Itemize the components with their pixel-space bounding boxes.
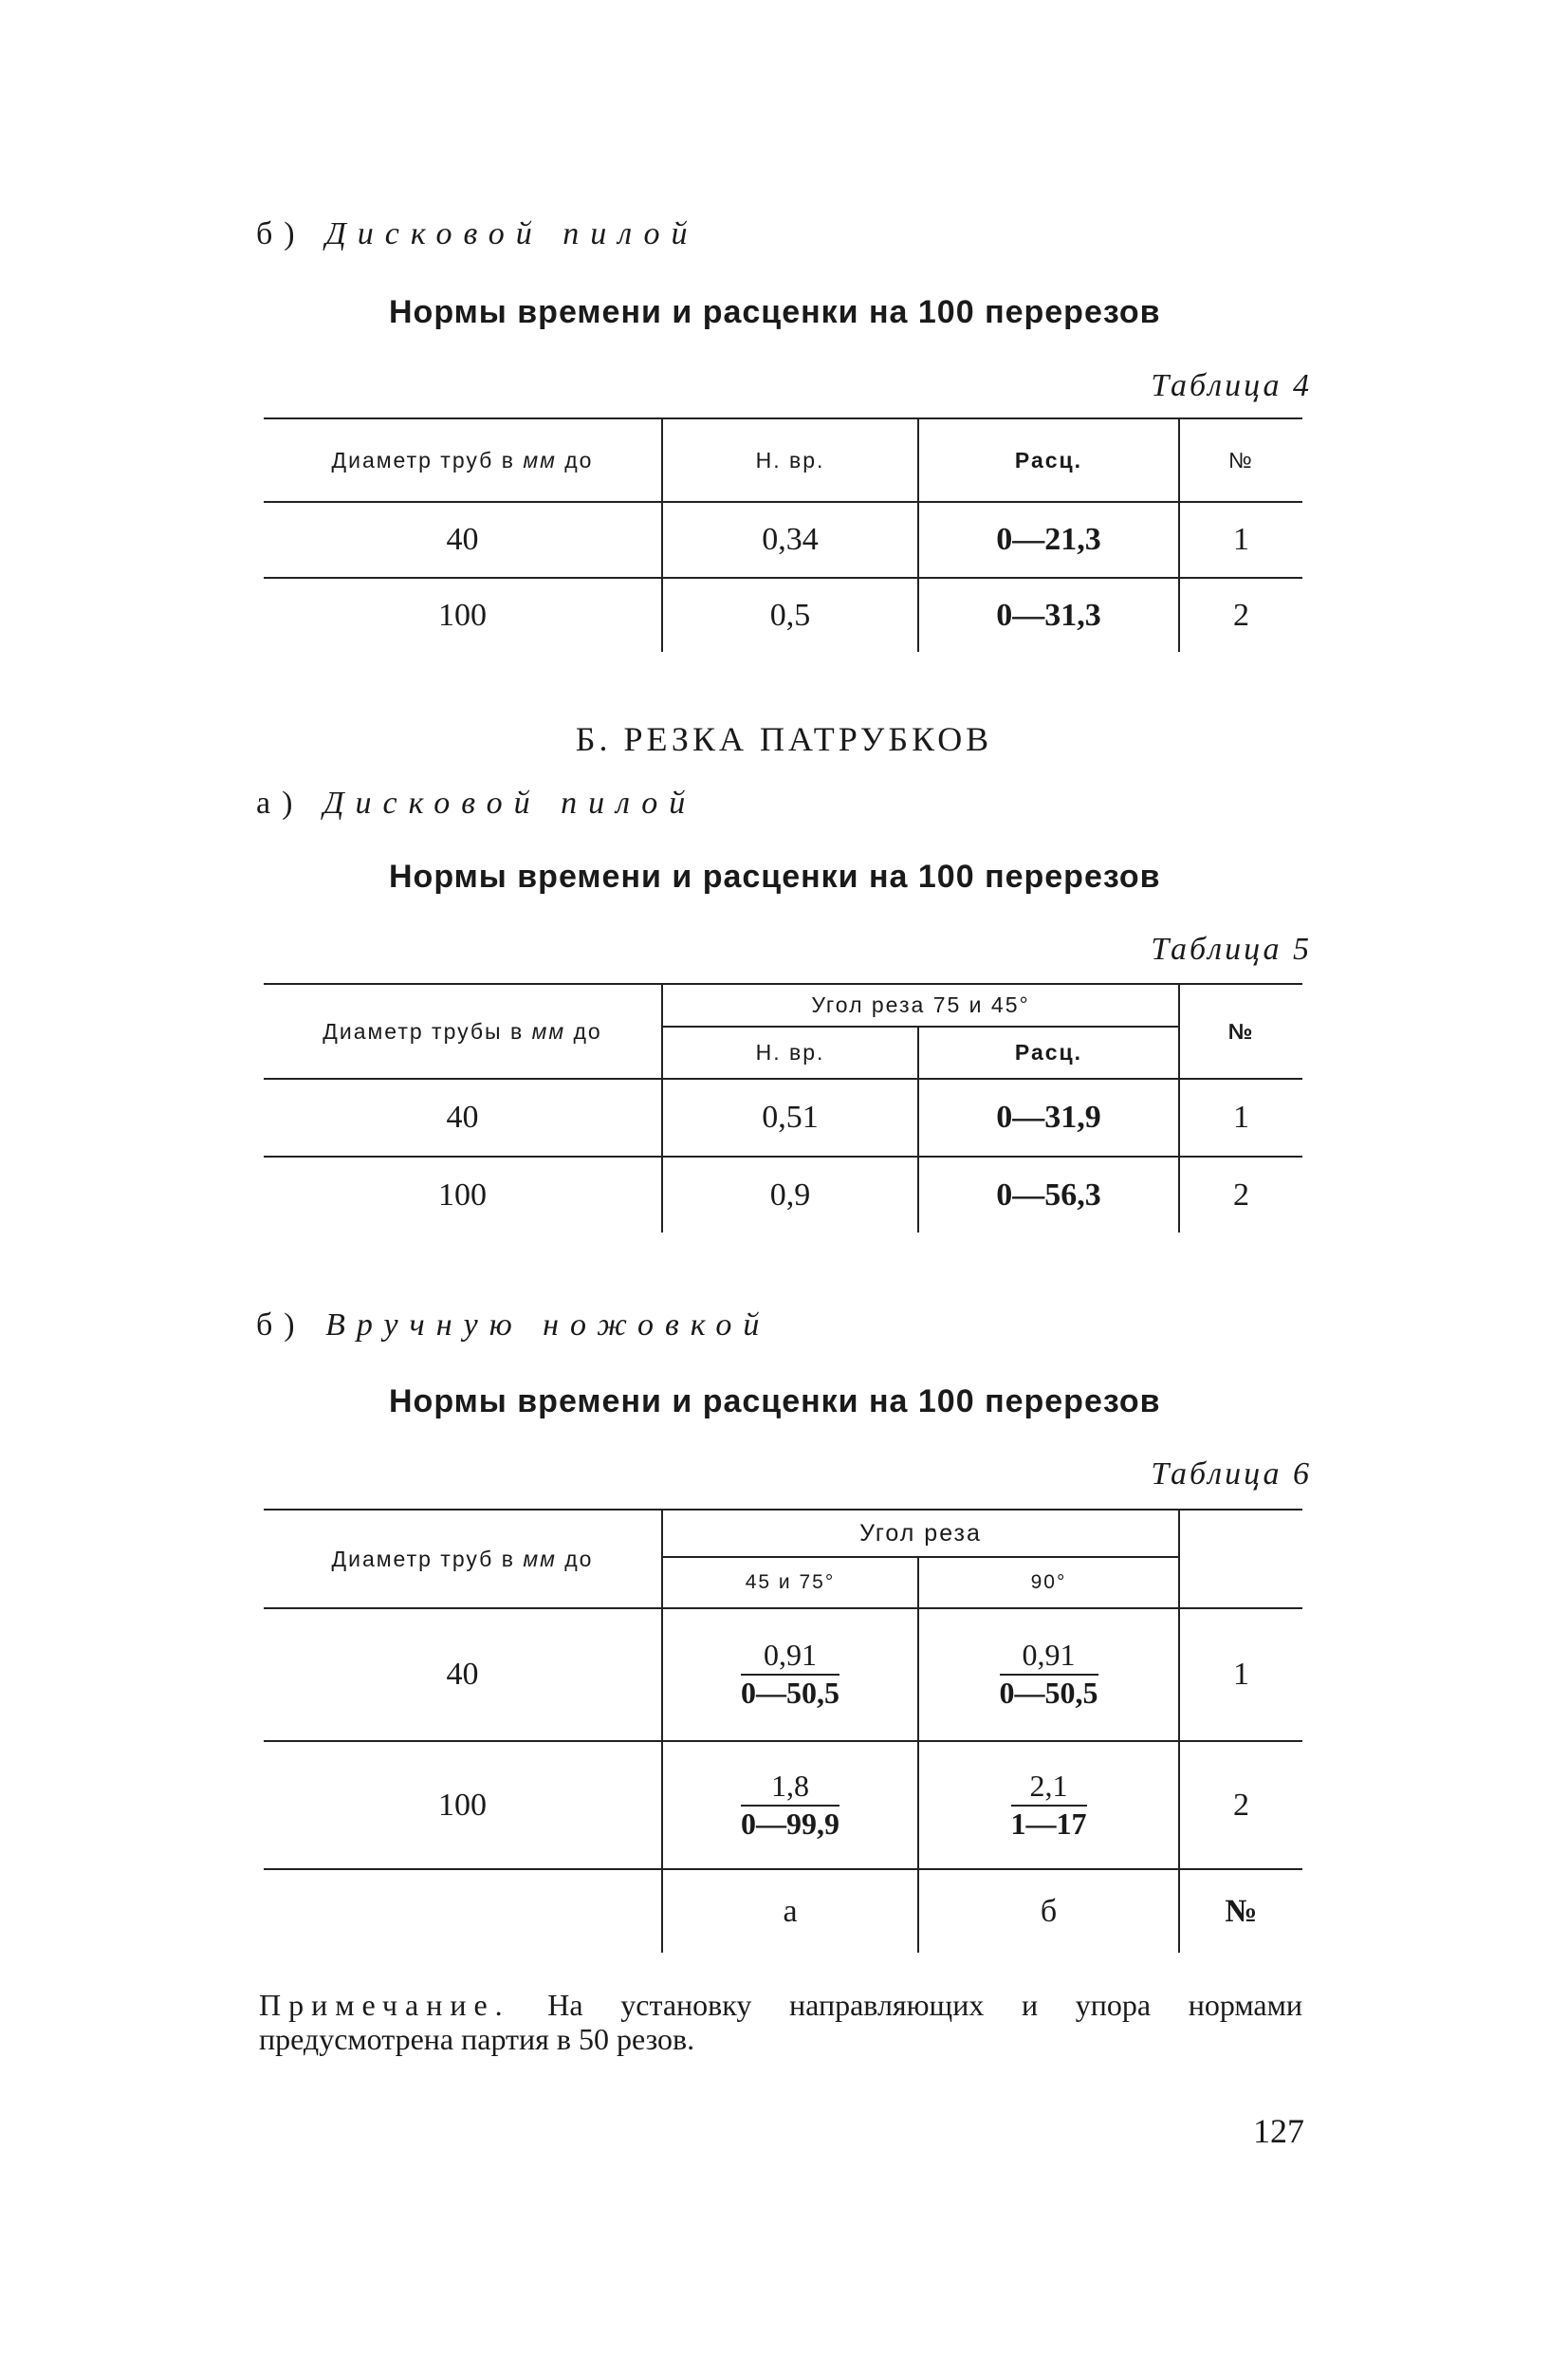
cell-diameter: 40 — [264, 1079, 662, 1157]
cell-time-norm: 0,5 — [662, 578, 918, 652]
cell-number: 2 — [1179, 1741, 1302, 1869]
fraction-rate: 0—99,9 — [741, 1806, 839, 1841]
cell-diameter: 40 — [264, 502, 662, 578]
table-footer-row — [264, 1869, 1302, 1953]
fraction-time: 0,91 — [1000, 1640, 1098, 1676]
cell-diameter: 100 — [438, 597, 487, 633]
cell-rate: 0—31,3 — [918, 578, 1179, 652]
subheading-disc-saw-b — [256, 216, 699, 252]
subheading-marker: б) — [256, 1307, 306, 1343]
header-number: № — [1179, 418, 1302, 502]
header-diameter: Диаметр трубы в мм до — [264, 984, 662, 1079]
time-rate-fraction — [1000, 1640, 1098, 1709]
fraction-time: 2,1 — [1011, 1770, 1087, 1807]
footer-empty-cell — [264, 1869, 662, 1953]
cell-time-norm: 0,51 — [662, 1079, 918, 1157]
subheading-text: Дисковой пилой — [323, 786, 697, 821]
table-label: Таблица 5 — [1151, 932, 1312, 967]
table-row — [264, 1741, 1302, 1869]
cell-diameter: 100 — [264, 1741, 662, 1869]
table-row — [264, 1157, 1302, 1233]
time-rate-fraction — [741, 1770, 839, 1840]
table-label: Таблица 6 — [1151, 1456, 1312, 1492]
table-label: Таблица 4 — [1151, 368, 1312, 403]
page-number: 127 — [1253, 2112, 1304, 2150]
cell-rate: 0—31,9 — [918, 1079, 1179, 1157]
cell-angle-b — [918, 1741, 1179, 1869]
header-angle-group: Угол реза 75 и 45° — [662, 984, 1179, 1027]
subheading-text: Дисковой пилой — [325, 216, 699, 251]
cell-number: 1 — [1179, 1608, 1302, 1741]
table-header-row — [264, 418, 1302, 502]
table-header-row — [264, 1510, 1302, 1557]
table-header-row — [264, 984, 1302, 1027]
note-paragraph — [259, 1988, 1302, 2056]
fraction-time: 0,91 — [741, 1640, 839, 1676]
subheading-text: Вручную ножовкой — [325, 1307, 771, 1343]
footer-number: № — [1179, 1869, 1302, 1953]
footer-col-a: а — [662, 1869, 918, 1953]
header-angle-a: 45 и 75° — [662, 1557, 918, 1608]
header-diameter: Диаметр труб в мм до — [264, 418, 662, 502]
header-empty-cell — [1179, 1510, 1302, 1608]
cell-number: 1 — [1179, 502, 1302, 578]
cell-number: 1 — [1179, 1079, 1302, 1157]
norm-title: Нормы времени и расценки на 100 перерезов — [389, 1383, 1161, 1419]
note-label: Примечание. — [259, 1988, 510, 2022]
cell-number: 2 — [1179, 578, 1302, 652]
cell-rate: 0—56,3 — [918, 1157, 1179, 1233]
cell-rate: 0—21,3 — [918, 502, 1179, 578]
section-title: Б. РЕЗКА ПАТРУБКОВ — [575, 720, 993, 758]
cell-time-norm: 0,34 — [662, 502, 918, 578]
header-number: № — [1179, 984, 1302, 1079]
header-time-norm: Н. вр. — [662, 1027, 918, 1079]
norm-table-6 — [264, 1509, 1302, 1953]
note-text: На установку направляющих и упора нормами предусмотрена партия в 50 резов. — [259, 1988, 1302, 2056]
cell-diameter: 40 — [264, 1608, 662, 1741]
subheading-marker: б) — [256, 216, 306, 251]
subheading-marker: а) — [256, 786, 304, 821]
table-row — [264, 1608, 1302, 1741]
fraction-rate: 0—50,5 — [741, 1676, 839, 1710]
cell-angle-a — [662, 1608, 918, 1741]
norm-table-5 — [264, 983, 1302, 1233]
header-time-norm: Н. вр. — [662, 418, 918, 502]
cell-time-norm: 0,9 — [662, 1157, 918, 1233]
table-row — [264, 1079, 1302, 1157]
header-angle-b: 90° — [918, 1557, 1179, 1608]
header-diameter: Диаметр труб в мм до — [264, 1510, 662, 1608]
header-angle-group: Угол реза — [662, 1510, 1179, 1557]
time-rate-fraction — [1011, 1770, 1087, 1840]
fraction-time: 1,8 — [741, 1770, 839, 1807]
fraction-rate: 0—50,5 — [999, 1676, 1098, 1710]
cell-number: 2 — [1179, 1157, 1302, 1233]
header-rate: Расц. — [918, 418, 1179, 502]
subheading-disc-saw-a — [256, 786, 696, 822]
norm-title: Нормы времени и расценки на 100 перерезов — [389, 294, 1161, 330]
cell-diameter: 100 — [438, 1177, 487, 1213]
table-row — [264, 502, 1302, 578]
subheading-hacksaw — [256, 1307, 770, 1344]
norm-title: Нормы времени и расценки на 100 перерезов — [389, 859, 1161, 895]
table-row — [264, 578, 1302, 652]
cell-angle-b — [918, 1608, 1179, 1741]
cell-angle-a — [662, 1741, 918, 1869]
footer-col-b: б — [918, 1869, 1179, 1953]
norm-table-4 — [264, 417, 1302, 652]
fraction-rate: 1—17 — [1010, 1806, 1087, 1841]
time-rate-fraction — [741, 1640, 839, 1709]
header-rate: Расц. — [918, 1027, 1179, 1079]
